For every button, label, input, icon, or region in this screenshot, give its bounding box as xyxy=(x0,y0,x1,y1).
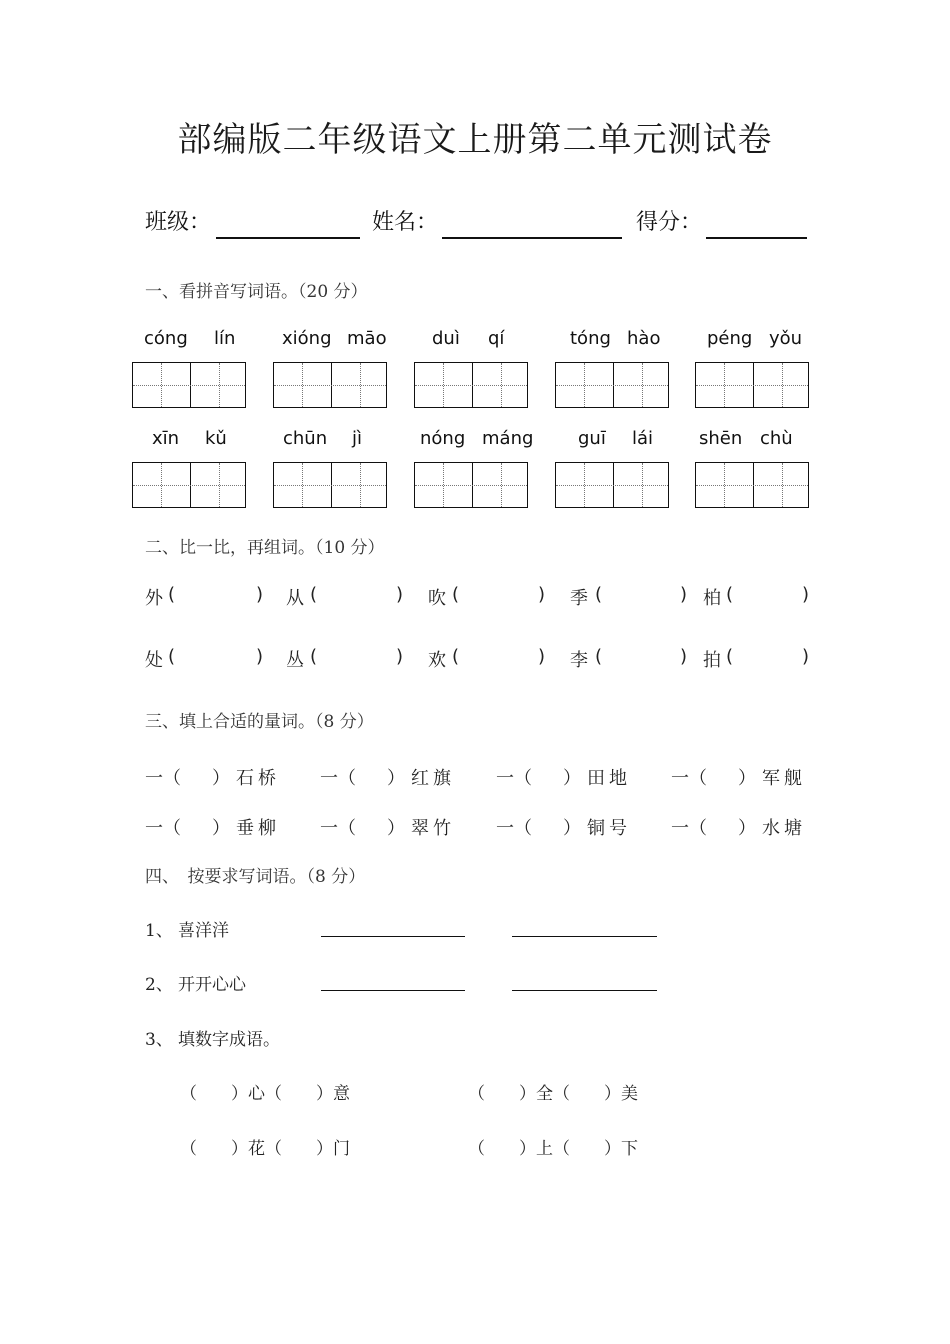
score-field[interactable] xyxy=(706,237,807,239)
answer-line[interactable] xyxy=(512,936,657,937)
writing-grid[interactable] xyxy=(555,462,669,508)
close-paren: ) xyxy=(802,584,810,605)
open-paren: ( xyxy=(310,646,318,667)
pinyin: chù xyxy=(760,428,793,449)
measure-close: ） xyxy=(563,818,581,839)
measure-noun: 石桥 xyxy=(236,768,280,789)
measure-close: ） xyxy=(738,768,756,789)
pinyin: tóng xyxy=(570,328,611,349)
section1-heading: 一、看拼音写词语。（20 分） xyxy=(145,282,368,302)
pinyin: kǔ xyxy=(205,428,227,449)
measure-noun: 田地 xyxy=(587,768,631,789)
close-paren: ) xyxy=(680,646,688,667)
writing-grid[interactable] xyxy=(695,462,809,508)
pinyin: lái xyxy=(632,428,654,449)
answer-line[interactable] xyxy=(512,990,657,991)
measure-prefix: 一（ xyxy=(496,768,532,789)
pinyin: māo xyxy=(347,328,387,349)
open-paren: ( xyxy=(310,584,318,605)
writing-grid[interactable] xyxy=(273,362,387,408)
compare-char: 处 xyxy=(145,650,163,671)
close-paren: ) xyxy=(396,646,404,667)
section2-heading: 二、比一比，再组词。（10 分） xyxy=(145,538,385,558)
measure-prefix: 一（ xyxy=(320,818,356,839)
writing-grid[interactable] xyxy=(132,362,246,408)
measure-prefix: 一（ xyxy=(320,768,356,789)
question-text: 喜洋洋 xyxy=(178,921,229,941)
measure-noun: 翠竹 xyxy=(411,818,455,839)
close-paren: ) xyxy=(256,646,264,667)
writing-grid[interactable] xyxy=(414,462,528,508)
close-paren: ) xyxy=(680,584,688,605)
measure-prefix: 一（ xyxy=(671,818,707,839)
question-number: 3、 xyxy=(145,1030,173,1050)
open-paren: ( xyxy=(726,646,734,667)
section4-heading: 四、 按要求写词语。（8 分） xyxy=(145,867,366,887)
pinyin: duì xyxy=(432,328,460,349)
class-label: 班级： xyxy=(145,210,212,235)
compare-char: 季 xyxy=(570,588,588,609)
question-text: 填数字成语。 xyxy=(178,1030,280,1050)
measure-noun: 铜号 xyxy=(587,818,631,839)
measure-close: ） xyxy=(212,768,230,789)
idiom-blank: （ ）上（ ）下 xyxy=(468,1139,638,1159)
compare-char: 吹 xyxy=(428,588,446,609)
open-paren: ( xyxy=(168,646,176,667)
measure-close: ） xyxy=(563,768,581,789)
measure-prefix: 一（ xyxy=(145,818,181,839)
compare-char: 拍 xyxy=(703,650,721,671)
measure-prefix: 一（ xyxy=(145,768,181,789)
close-paren: ) xyxy=(538,584,546,605)
answer-line[interactable] xyxy=(321,936,465,937)
compare-char: 欢 xyxy=(428,650,446,671)
writing-grid[interactable] xyxy=(555,362,669,408)
pinyin: shēn xyxy=(699,428,743,449)
pinyin: guī xyxy=(578,428,606,449)
measure-noun: 红旗 xyxy=(411,768,455,789)
writing-grid[interactable] xyxy=(414,362,528,408)
compare-char: 李 xyxy=(570,650,588,671)
close-paren: ) xyxy=(396,584,404,605)
measure-close: ） xyxy=(212,818,230,839)
name-label: 姓名： xyxy=(372,210,439,235)
pinyin: péng xyxy=(707,328,753,349)
measure-noun: 水塘 xyxy=(762,818,806,839)
measure-prefix: 一（ xyxy=(496,818,532,839)
writing-grid[interactable] xyxy=(695,362,809,408)
measure-noun: 垂柳 xyxy=(236,818,280,839)
pinyin: lín xyxy=(214,328,236,349)
idiom-blank: （ ）全（ ）美 xyxy=(468,1084,638,1104)
pinyin: chūn xyxy=(283,428,328,449)
close-paren: ) xyxy=(802,646,810,667)
answer-line[interactable] xyxy=(321,990,465,991)
pinyin: jì xyxy=(352,428,363,449)
question-number: 1、 xyxy=(145,921,173,941)
open-paren: ( xyxy=(595,646,603,667)
section3-heading: 三、填上合适的量词。（8 分） xyxy=(145,712,374,732)
measure-close: ） xyxy=(738,818,756,839)
open-paren: ( xyxy=(168,584,176,605)
pinyin: xīn xyxy=(152,428,180,449)
question-text: 开开心心 xyxy=(178,975,246,995)
pinyin: qí xyxy=(488,328,505,349)
pinyin: xióng xyxy=(282,328,332,349)
close-paren: ) xyxy=(538,646,546,667)
measure-noun: 军舰 xyxy=(762,768,806,789)
compare-char: 柏 xyxy=(703,588,721,609)
writing-grid[interactable] xyxy=(132,462,246,508)
compare-char: 外 xyxy=(145,588,163,609)
open-paren: ( xyxy=(595,584,603,605)
open-paren: ( xyxy=(726,584,734,605)
compare-char: 丛 xyxy=(286,650,304,671)
question-number: 2、 xyxy=(145,975,173,995)
name-field[interactable] xyxy=(442,237,622,239)
close-paren: ) xyxy=(256,584,264,605)
idiom-blank: （ ）花（ ）门 xyxy=(180,1139,350,1159)
measure-close: ） xyxy=(387,818,405,839)
idiom-blank: （ ）心（ ）意 xyxy=(180,1084,350,1104)
pinyin: hào xyxy=(627,328,661,349)
compare-char: 从 xyxy=(286,588,304,609)
open-paren: ( xyxy=(452,584,460,605)
class-field[interactable] xyxy=(216,237,360,239)
measure-prefix: 一（ xyxy=(671,768,707,789)
pinyin: máng xyxy=(482,428,534,449)
writing-grid[interactable] xyxy=(273,462,387,508)
measure-close: ） xyxy=(387,768,405,789)
pinyin: yǒu xyxy=(769,328,803,349)
pinyin: nóng xyxy=(420,428,466,449)
open-paren: ( xyxy=(452,646,460,667)
page-title: 部编版二年级语文上册第二单元测试卷 xyxy=(177,120,773,160)
score-label: 得分： xyxy=(636,210,703,235)
pinyin: cóng xyxy=(144,328,188,349)
